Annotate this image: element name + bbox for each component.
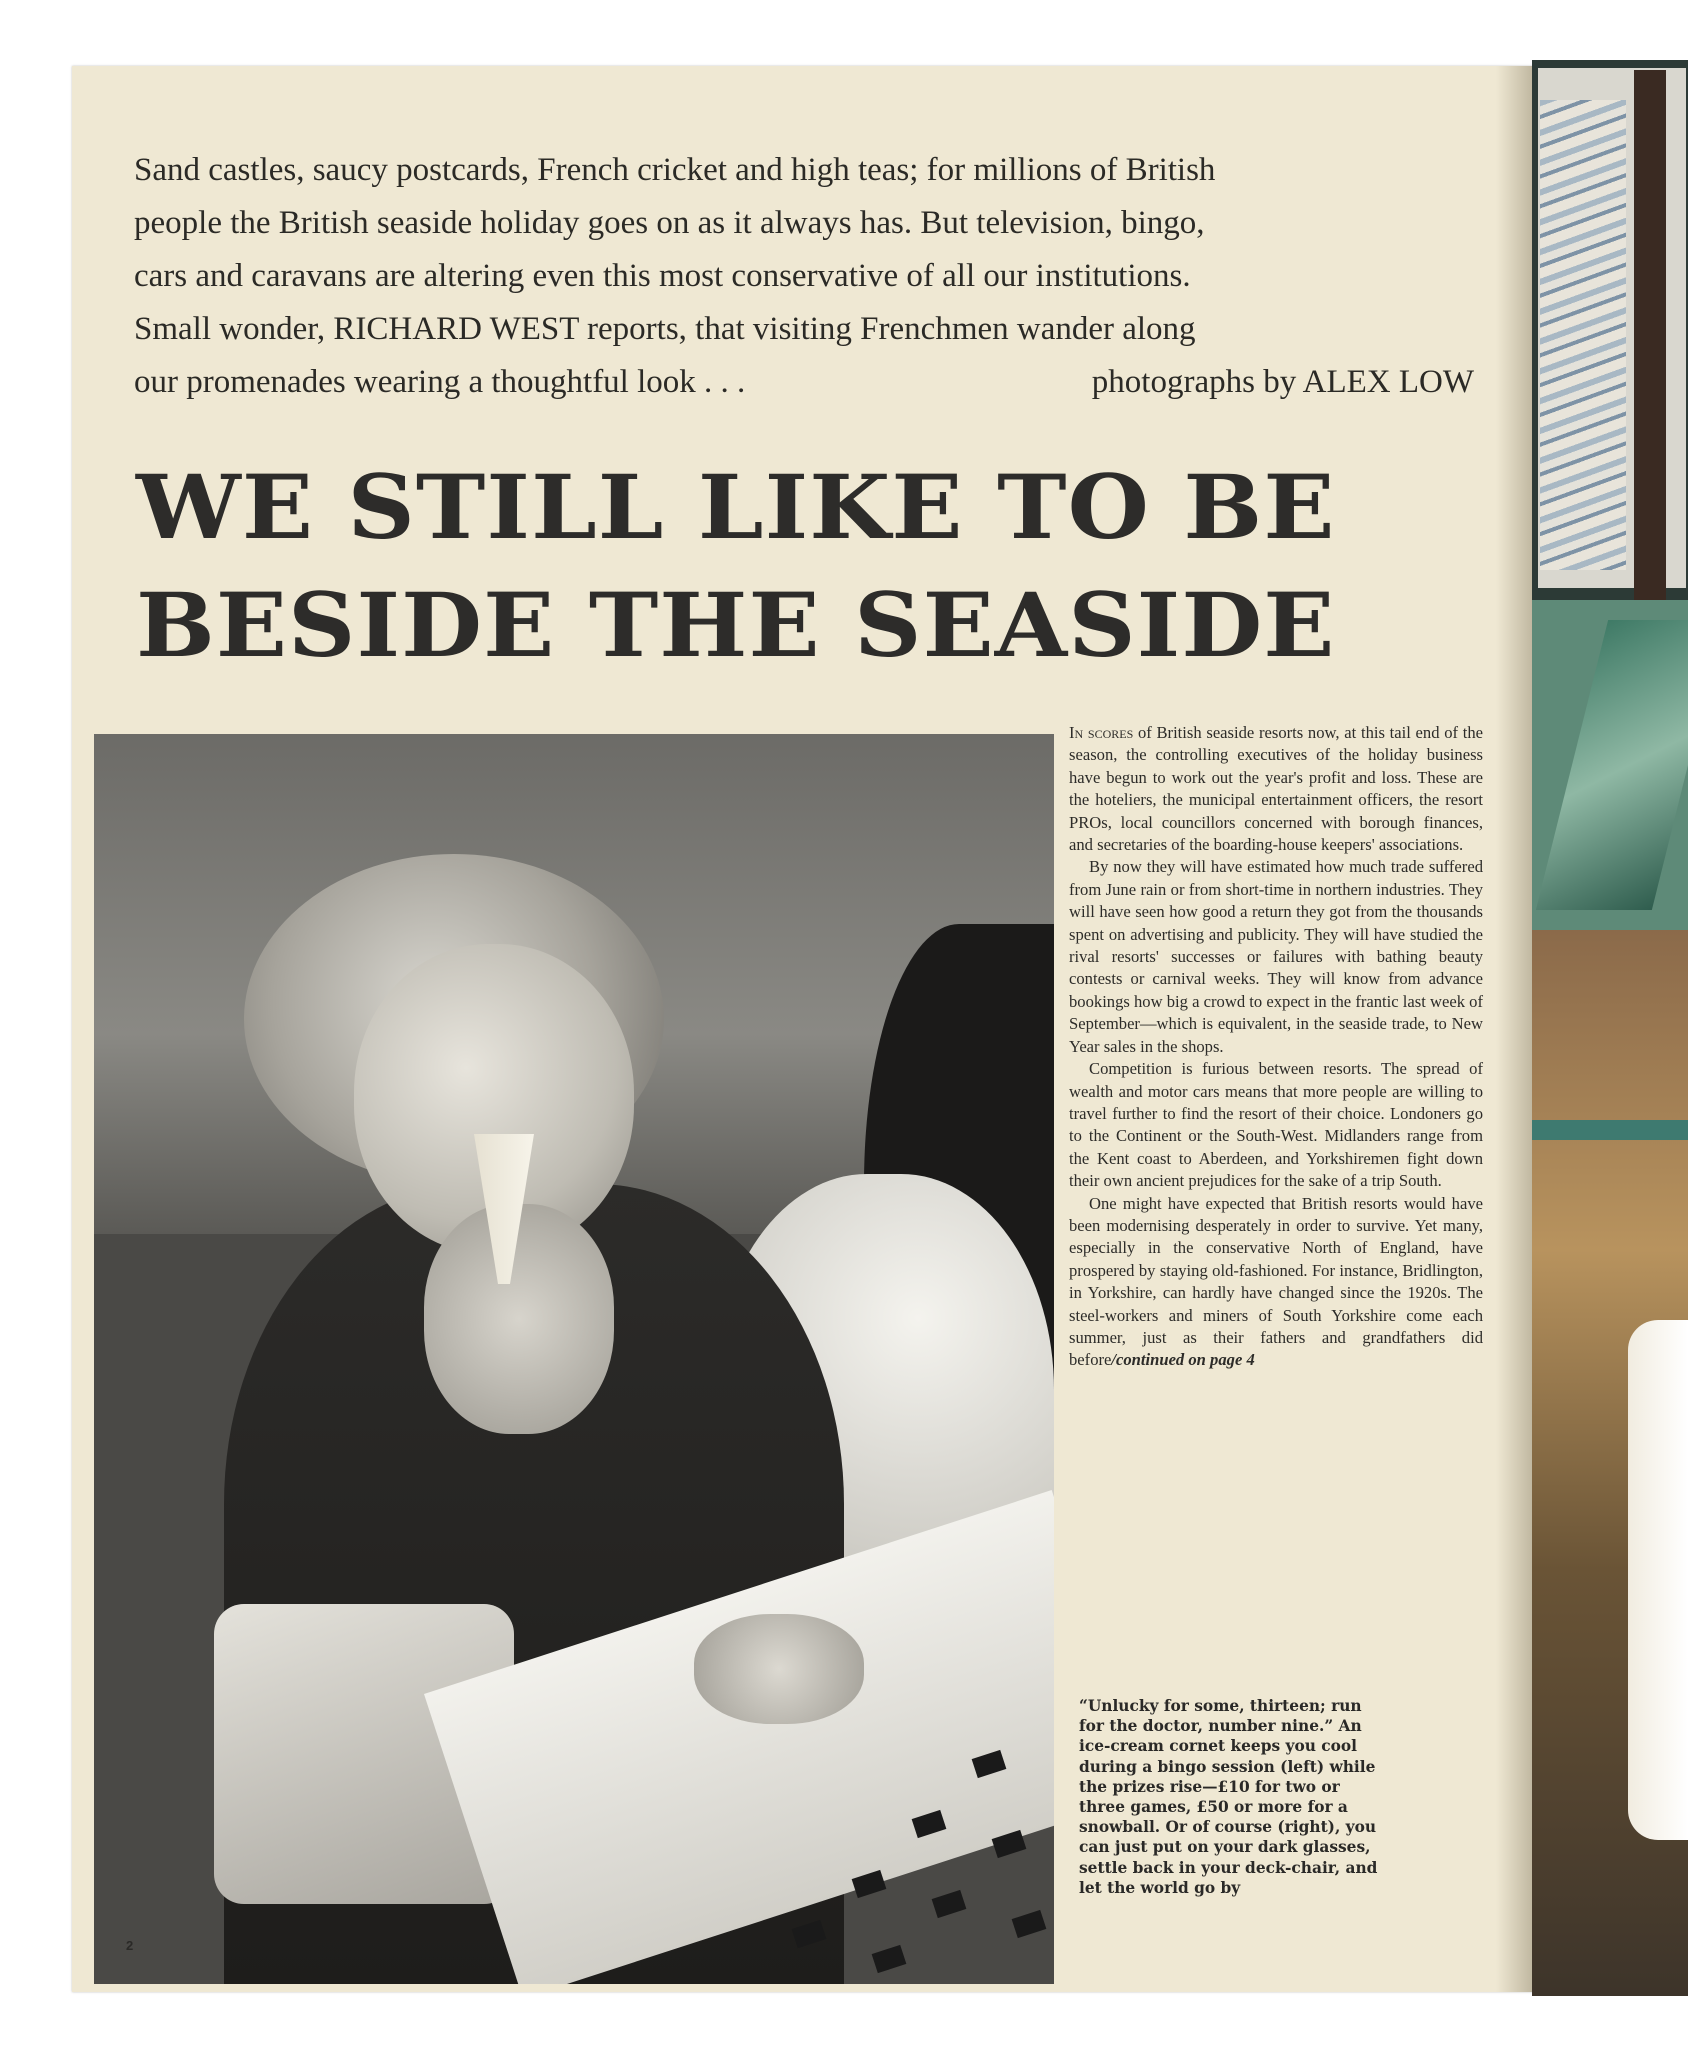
white-garment bbox=[1628, 1320, 1688, 1840]
lead-in: In scores bbox=[1069, 723, 1134, 742]
photo-credit: photographs by ALEX LOW bbox=[1091, 364, 1474, 400]
article-paragraph: Competition is furious between resorts. The spread of wealth and motor cars means that more people are willing to travel further to find the resort of their choice. Londoners go to the Continent or the South-West. Midlanders range from the Kent coast to Aberdeen, and Yorkshiremen fight down their own ancient prejudices for the sake of a trip South. bbox=[1069, 1059, 1483, 1191]
intro-line: Sand castles, saucy postcards, French cricket and high teas; for millions of British bbox=[134, 152, 1216, 188]
intro-last-line bbox=[134, 356, 1474, 409]
paragraph-text: of British seaside resorts now, at this tail end of the season, the controlling executives of the holiday business have begun to work out the year's profit and loss. These are the hoteliers, the municipal entertainment officers, the resort PROs, local councillors concerned with borough finances, and secretaries of the boarding-house keepers' associations. bbox=[1069, 723, 1483, 855]
headline bbox=[136, 448, 1556, 684]
hand-on-card bbox=[694, 1614, 864, 1724]
headline-line-2: BESIDE THE SEASIDE bbox=[136, 573, 1336, 677]
intro-line: cars and caravans are altering even this most conservative of all our institutions. bbox=[134, 258, 1191, 294]
bingo-photo bbox=[94, 734, 1054, 1984]
continued-link[interactable]: /continued on page 4 bbox=[1111, 1350, 1255, 1370]
bingo-square bbox=[932, 1890, 967, 1918]
article-paragraph bbox=[1069, 1193, 1483, 1372]
frame-edge bbox=[1634, 70, 1666, 610]
page-gutter-shadow bbox=[1496, 66, 1534, 1992]
page-number: 2 bbox=[126, 1938, 134, 1953]
article-paragraph bbox=[1069, 722, 1483, 856]
paragraph-text: One might have expected that British resorts would have been modernising desperately in order to survive. Yet many, especially in the conservative North of England, have prospered by staying old-fashioned. For instance, Bridlington, in Yorkshire, can hardly have changed since the 1920s. The steel-workers and miners of South Yorkshire come each summer, just as their fathers and grandfathers did before bbox=[1069, 1193, 1483, 1370]
intro-line: Small wonder, RICHARD WEST reports, that visiting Frenchmen wander along bbox=[134, 311, 1196, 347]
article-body bbox=[1069, 722, 1483, 1372]
teal-stripe bbox=[1532, 1120, 1688, 1140]
bingo-square bbox=[872, 1945, 907, 1973]
headline-line-1: WE STILL LIKE TO BE bbox=[136, 455, 1336, 559]
intro-standfirst bbox=[134, 144, 1474, 409]
facing-page-photo bbox=[1532, 60, 1688, 1996]
woman-hand bbox=[424, 1204, 614, 1434]
intro-line: our promenades wearing a thoughtful look . . . bbox=[134, 364, 746, 400]
bingo-square bbox=[1012, 1910, 1047, 1938]
article-paragraph: By now they will have estimated how much trade suffered from June rain or from short-time in northern industries. They will have seen how good a return they got from the thousands spent on advertising and publicity. They will have studied the rival resorts' successes or failures with bathing beauty contests or carnival weeks. They will know from advance bookings how big a crowd to expect in the frantic last week of September—which is equivalent, in the seaside trade, to New Year sales in the shops. bbox=[1069, 857, 1483, 1056]
intro-line: people the British seaside holiday goes on as it always has. But television, bingo, bbox=[134, 205, 1205, 241]
photo-caption: “Unlucky for some, thirteen; run for the doctor, number nine.” An ice-cream cornet keeps you cool during a bingo session (left) while the prizes rise—£10 for two or three games, £50 or more for a snowball. Or of course (right), you can just put on your dark glasses, settle back in your deck-chair, and let the world go by bbox=[1079, 1697, 1378, 1897]
